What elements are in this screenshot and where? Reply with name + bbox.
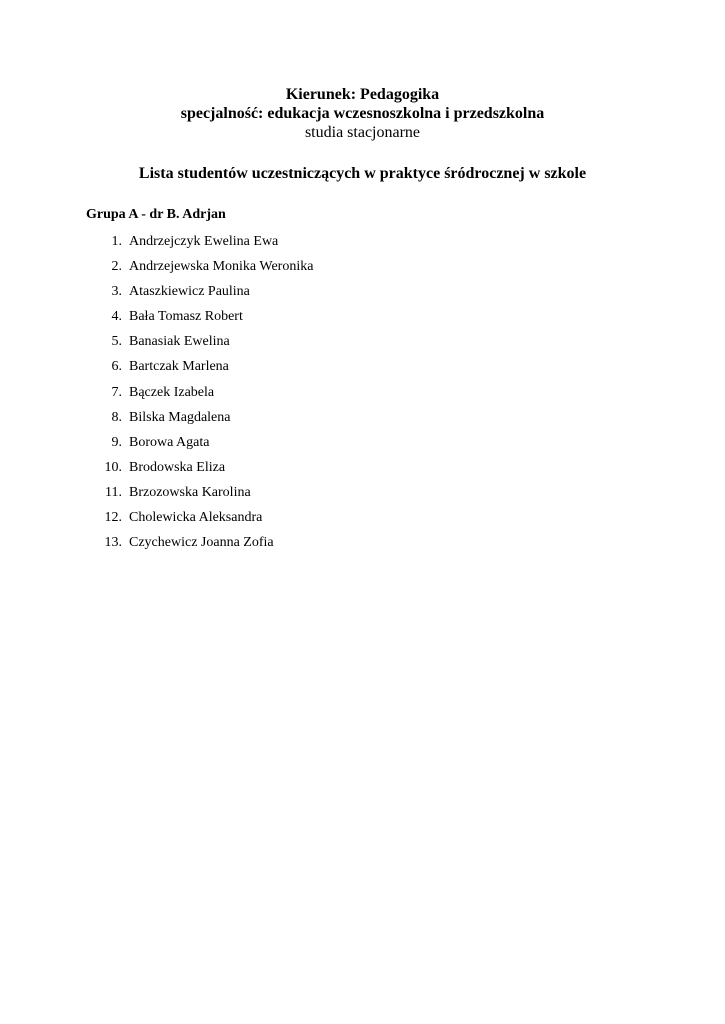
student-name: Brodowska Eliza [129, 459, 226, 475]
list-item-number: 9. [111, 434, 122, 450]
list-item-number: 12. [104, 510, 122, 526]
list-item-number: 11. [105, 484, 122, 500]
student-name: Cholewicka Aleksandra [129, 510, 263, 526]
student-name: Ataszkiewicz Paulina [129, 284, 250, 300]
list-item-number: 6. [111, 359, 122, 375]
document-header [0, 85, 725, 142]
student-name: Czychewicz Joanna Zofia [129, 535, 274, 551]
field-of-study-heading: Kierunek: Pedagogika [285, 86, 440, 103]
list-item-number: 7. [111, 384, 122, 400]
list-item-number: 3. [111, 284, 122, 300]
student-name: Bała Tomasz Robert [129, 309, 243, 325]
student-name: Andrzejewska Monika Weronika [129, 259, 314, 275]
specialization-heading: specjalność: edukacja wczesnoszkolna i przedszkolna [180, 105, 545, 122]
list-item-number: 1. [111, 234, 122, 249]
list-item-number: 5. [111, 334, 122, 350]
student-name: Andrzejczyk Ewelina Ewa [129, 234, 279, 249]
list-item-number: 8. [111, 409, 122, 425]
student-name: Banasiak Ewelina [129, 334, 230, 350]
student-name: Bączek Izabela [129, 384, 215, 400]
student-name: Bartczak Marlena [129, 359, 229, 375]
group-title: Grupa A - dr B. Adrjan [86, 207, 226, 222]
list-item-number: 13. [104, 535, 122, 551]
list-item-number: 2. [111, 259, 122, 275]
list-item-number: 4. [111, 309, 122, 325]
student-name: Borowa Agata [129, 434, 210, 450]
study-mode-heading: studia stacjonarne [304, 124, 421, 141]
student-name: Brzozowska Karolina [129, 484, 251, 500]
list-item-number: 10. [104, 459, 122, 475]
list-title: Lista studentów uczestniczących w praktyce śródrocznej w szkole [138, 165, 587, 182]
student-name: Bilska Magdalena [129, 409, 231, 425]
